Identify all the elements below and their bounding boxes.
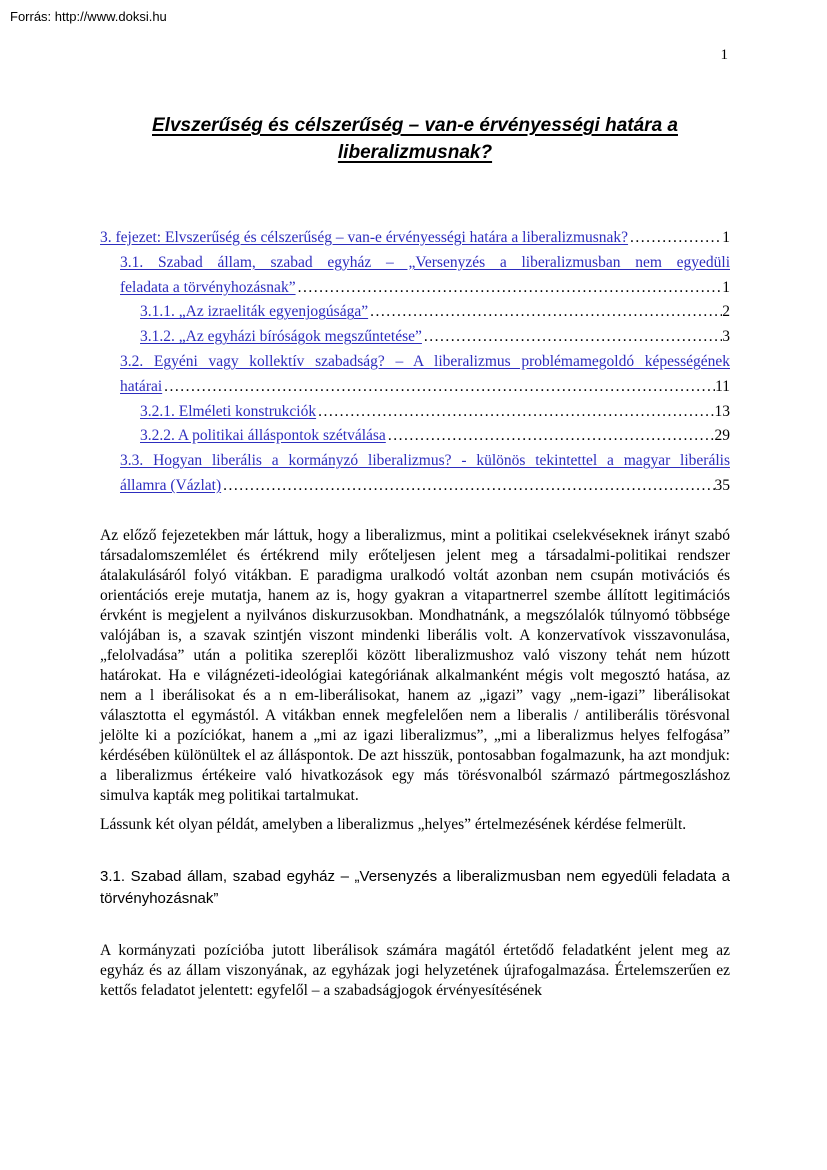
toc-page-number: 29	[714, 427, 730, 445]
intro-paragraphs	[100, 526, 730, 835]
toc-link[interactable]: 3.1.2. „Az egyházi bíróságok megszűntetése”	[140, 328, 422, 346]
toc-page-number: 1	[722, 278, 730, 296]
source-url: Forrás: http://www.doksi.hu	[10, 9, 167, 24]
toc-entry-last-line	[120, 276, 730, 301]
toc-link[interactable]: 3.3. Hogyan liberális a kormányzó liberalizmus? - különös tekintettel a magyar liberális	[120, 452, 730, 470]
document-title-text: Elvszerűség és célszerűség – van-e érvényességi határa a liberalizmusnak?	[152, 115, 678, 163]
toc-link[interactable]: 3.1.1. „Az izraeliták egyenjogúsága”	[140, 303, 369, 321]
toc-entry	[100, 300, 730, 325]
toc-link[interactable]: feladata a törvényhozásnak”	[120, 278, 296, 296]
toc-entry-last-line	[140, 400, 730, 425]
body-paragraph: Lássunk két olyan példát, amelyben a liberalizmus „helyes” értelmezésének kérdése felmerült.	[100, 815, 687, 833]
toc-link[interactable]: 3.2.1. Elméleti konstrukciók	[140, 402, 317, 420]
toc-link[interactable]: 3.1. Szabad állam, szabad egyház – „Versenyzés a liberalizmusban nem egyedüli	[120, 253, 730, 271]
toc-dot-leader	[221, 474, 714, 499]
toc-entry-last-line	[140, 325, 730, 350]
section-heading: 3.1. Szabad állam, szabad egyház – „Versenyzés a liberalizmusban nem egyedüli feladata a törvényhozásnak”	[100, 867, 730, 907]
toc-dot-leader	[386, 424, 715, 449]
body-paragraph: Az előző fejezetekben már láttuk, hogy a liberalizmus, mint a politikai cselekvéseknek irányt szabó társadalomszemlélet és értékrend mily erőteljesen jelent meg a társadalmi-politikai rendszer átalakulásáról folyó vitákban. E paradigma uralkodó voltát azonban nem csupán motivációs és orientációs ereje mutatja, hanem az is, hogy gyakran a vitapartnerrel szembe állított legitimációs érvként is megjelent a nyilvános diskurzusokban. Mondhatnánk, a megszólalók túlnyomó többsége valójában is, a szavak szintjén viszont mindenki liberális volt. A konzervatívok visszavonulása, „felolvadása” után a politika szereplői között liberalizmushoz való viszony tehát nem húzott határokat. Ha e világnézeti-ideológiai kategóriának alkalmanként mégis volt megosztó hatása, az nem a l iberálisokat és a n em-liberálisokat, hanem az „igazi” vagy „nem-igazi” liberálisokat választotta el egymástól. A vitákban ennek megfelelően nem a liberalis / antiliberális törésvonal jelölte ki a pozíciókat, hanem a „mi az igazi liberalizmus”, „mi a liberalizmus helyes felfogása” kérdésében különültek el az álláspontok. De azt hisszük, pontosabban fogalmazunk, ha azt mondjuk: a liberalizmus értékeire való hivatkozások egy más törésvonalból származó pártmegoszláshoz simulva kapták meg politikai tartalmukat.	[100, 526, 730, 804]
toc-page-number: 35	[714, 476, 730, 494]
toc-entry	[100, 226, 730, 251]
toc-page-number: 13	[714, 402, 730, 420]
toc-entry	[100, 400, 730, 425]
toc-link[interactable]: 3.2.2. A politikai álláspontok szétválása	[140, 427, 386, 445]
toc-page-number: 2	[722, 303, 730, 321]
toc-dot-leader	[368, 300, 722, 325]
toc-dot-leader	[316, 400, 714, 425]
toc-dot-leader	[422, 325, 722, 350]
toc-entry	[100, 424, 730, 449]
toc-dot-leader	[296, 276, 723, 301]
toc-link[interactable]: 3. fejezet: Elvszerűség és célszerűség – van-e érvényességi határa a liberalizmusnak?	[100, 229, 629, 246]
toc-entry-last-line	[100, 226, 730, 251]
toc-entry	[100, 251, 730, 301]
toc-page-number: 11	[715, 377, 730, 395]
body-paragraph: A kormányzati pozícióba jutott liberálisok számára magától értetődő feladatként jelent meg az egyház és az állam viszonyának, az egyházak jogi helyzetének újrafogalmazása. Értelemszerűen ez kettős feladatot jelentett: egyfelől – a szabadságjogok érvényesítésének	[100, 941, 730, 999]
document-title	[100, 0, 730, 166]
toc-link[interactable]: 3.2. Egyéni vagy kollektív szabadság? – A liberalizmus problémamegoldó képességének	[120, 352, 730, 370]
toc-entry	[100, 449, 730, 499]
toc-entry-last-line	[120, 474, 730, 499]
toc-dot-leader	[162, 375, 715, 400]
section-paragraphs	[100, 941, 730, 1001]
toc-entry-last-line	[140, 300, 730, 325]
toc-dot-leader	[628, 226, 722, 251]
toc	[100, 226, 730, 499]
page-number: 1	[720, 47, 728, 63]
toc-page-number: 3	[722, 328, 730, 346]
toc-entry	[100, 325, 730, 350]
toc-page-number: 1	[722, 229, 730, 246]
toc-entry	[100, 350, 730, 400]
toc-link[interactable]: határai	[120, 377, 163, 395]
toc-entry-last-line	[140, 424, 730, 449]
toc-entry-last-line	[120, 375, 730, 400]
toc-link[interactable]: államra (Vázlat)	[120, 476, 222, 494]
